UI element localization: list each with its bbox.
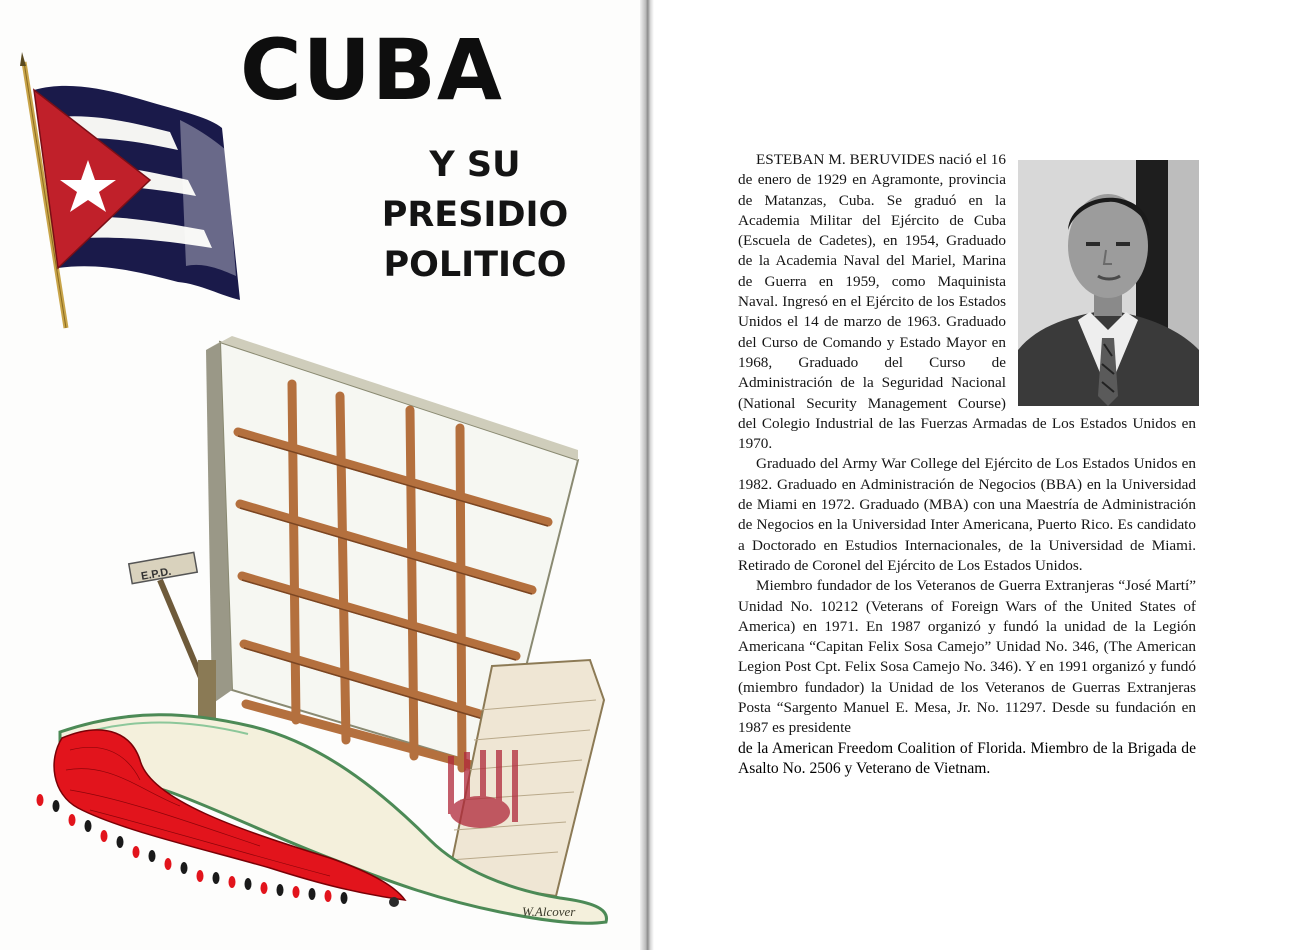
author-bio bbox=[738, 150, 1196, 779]
author-photo bbox=[1018, 160, 1199, 406]
cover-subtitle bbox=[360, 140, 590, 290]
bio-paragraph: Graduado del Army War College del Ejército de Los Estados Unidos en 1982. Graduado en Administración de Negocios (BBA) en la Universidad de Miami en 1972. Graduado (MBA) con una Maestría de Administración de Negocios en la Universidad Inter Americana, Puerto Rico. Es candidato a Doctorado en Estudios Internacionales, de la Universidad de Miami. Retirado de Coronel del Ejército de Los Estados Unidos. bbox=[738, 455, 1196, 574]
author-bio-page bbox=[654, 0, 1290, 950]
cover-subtitle-line: PRESIDIO bbox=[381, 195, 569, 235]
artist-signature: W.Alcover bbox=[522, 904, 576, 919]
cuban-flag bbox=[34, 86, 240, 300]
cover-subtitle-line: Y SU bbox=[429, 145, 521, 185]
bio-paragraph: Miembro fundador de los Veteranos de Guerra Extranjeras “José Martí” Unidad No. 10212 (Veterans of Foreign Wars of the United States of America) en 1971. En 1987 organizó y fundó la unidad de la Legión Americana “Capitan Felix Sosa Camejo” Unidad No. 346, (The American Legion Post Cpt. Felix Sosa Camejo No. 346). Y en 1991 organizó y fundó (miembro fundador) la Unidad de los Veteranos de Guerras Extranjeras Posta “Sargento Manuel E. Mesa, Jr. No. 11297. Desde su fundación en 1987 es presidente bbox=[738, 577, 1196, 737]
book-gutter bbox=[640, 0, 654, 950]
bio-paragraph: de la American Freedom Coalition of Florida. Miembro de la Brigada de Asalto No. 2506 y Veterano de Vietnam. bbox=[738, 739, 1196, 777]
grave-marker bbox=[129, 552, 216, 720]
cover-subtitle-line: POLITICO bbox=[383, 245, 567, 285]
grave-marker-text: E.P.D. bbox=[140, 565, 173, 583]
cover-title: CUBA bbox=[240, 21, 503, 119]
bio-paragraph: ESTEBAN M. BERUVIDES nació el 16 de enero de 1929 en Agramonte, provincia de Matanzas, Cuba. Se graduó en la Academia Militar del Ejército de Cuba (Escuela de Cadetes), en 1954, Graduado de la Academia Naval del Mariel, Marina de Guerra en 1959, como Maquinista Naval. Ingresó en el Ejército de los Estados Unidos el 14 de marzo de 1963. Graduado del Curso de Comando y Estado Mayor en 1968, Graduado del Curso de Administración de la Seguridad Nacional (National Security Management Course) del Colegio Industrial de las Fuerzas Armadas de Los Estados Unidos en 1970. bbox=[738, 151, 1196, 453]
